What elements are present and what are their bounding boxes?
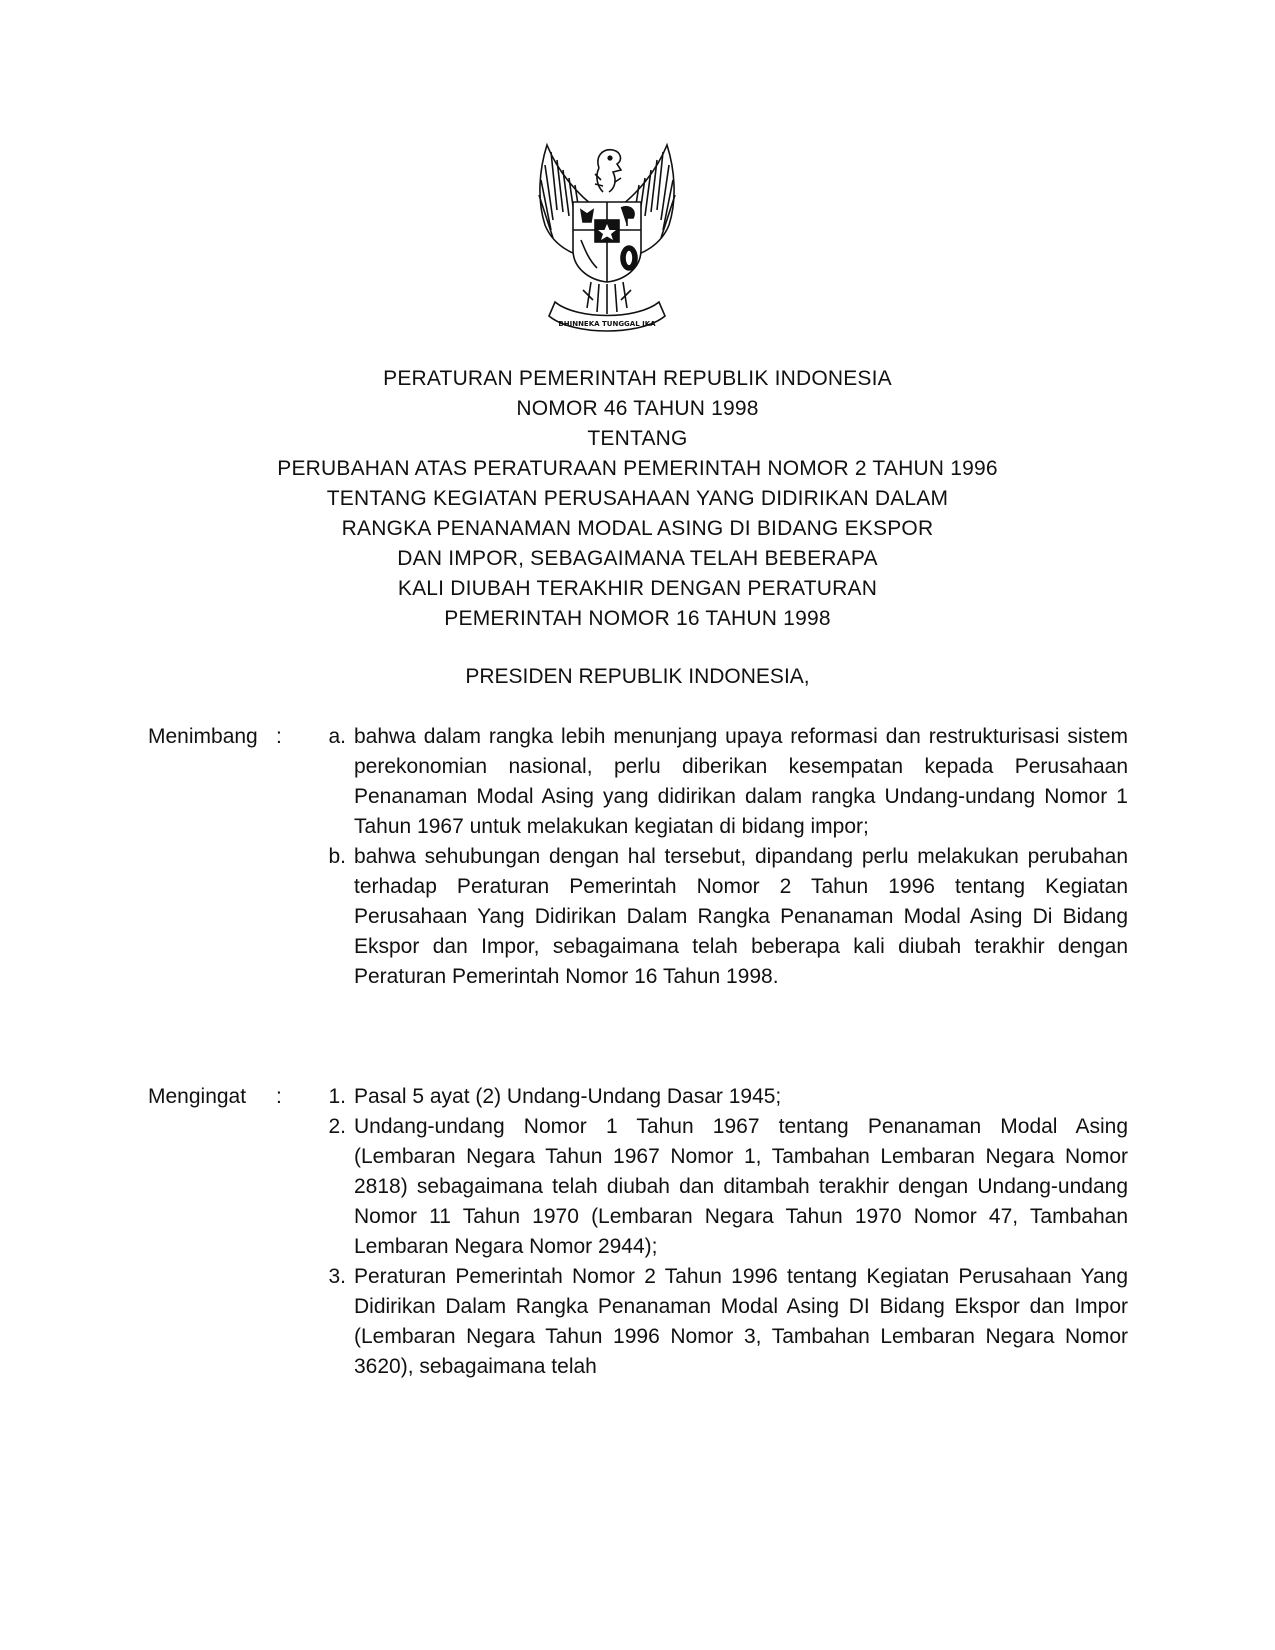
item-text: bahwa dalam rangka lebih menunjang upaya reformasi dan restrukturisasi sistem perekonomian nasional, perlu diberikan kesempatan kepada Perusahaan Penanaman Modal Asing yang didirikan dalam rangka Undang-undang Nomor 1 Tahun 1967 untuk melakukan kegiatan di bidang impor; bbox=[354, 725, 1128, 838]
recalling-section bbox=[148, 1082, 1128, 1382]
item-text: Peraturan Pemerintah Nomor 2 Tahun 1996 tentang Kegiatan Perusahaan Yang Didirikan Dalam Rangka Penanaman Modal Asing DI Bidang Ekspor dan Impor (Lembaran Negara Tahun 1996 Nomor 3, Tambahan Lembaran Negara Nomor 3620), sebagaimana telah bbox=[354, 1265, 1128, 1378]
title-line: PERUBAHAN ATAS PERATURAAN PEMERINTAH NOMOR 2 TAHUN 1996 bbox=[277, 457, 998, 480]
recalling-label: Mengingat bbox=[148, 1085, 247, 1108]
considering-section bbox=[148, 722, 1128, 992]
president-heading: PRESIDEN REPUBLIK INDONESIA, bbox=[465, 665, 810, 688]
title-line: KALI DIUBAH TERAKHIR DENGAN PERATURAN bbox=[397, 577, 878, 600]
item-marker: b. bbox=[328, 845, 346, 868]
considering-label: Menimbang bbox=[148, 725, 258, 748]
item-text: Pasal 5 ayat (2) Undang-Undang Dasar 1945; bbox=[354, 1085, 782, 1108]
motto-ribbon-text: BHINNEKA TUNGGAL IKA bbox=[558, 320, 656, 328]
item-marker: a. bbox=[328, 725, 346, 748]
list-item bbox=[328, 1082, 1128, 1112]
title-line: NOMOR 46 TAHUN 1998 bbox=[516, 397, 759, 420]
item-marker: 3. bbox=[328, 1265, 346, 1288]
item-text: bahwa sehubungan dengan hal tersebut, dipandang perlu melakukan perubahan terhadap Peraturan Pemerintah Nomor 2 Tahun 1996 tentang Kegiatan Perusahaan Yang Didirikan Dalam Rangka Penanaman Modal Asing Di Bidang Ekspor dan Impor, sebagaimana telah beberapa kali diubah terakhir dengan Peraturan Pemerintah Nomor 16 Tahun 1998. bbox=[354, 845, 1128, 988]
list-item bbox=[328, 842, 1128, 992]
title-line: PEMERINTAH NOMOR 16 TAHUN 1998 bbox=[444, 607, 831, 630]
list-item bbox=[328, 1262, 1128, 1382]
list-item bbox=[328, 722, 1128, 842]
item-text: Undang-undang Nomor 1 Tahun 1967 tentang Penanaman Modal Asing (Lembaran Negara Tahun 1967 Nomor 1, Tambahan Lembaran Negara Nomor 2818) sebagaimana telah diubah dan ditambah terakhir dengan Undang-undang Nomor 11 Tahun 1970 (Lembaran Negara Tahun 1970 Nomor 47, Tambahan Lembaran Negara Nomor 2944); bbox=[354, 1115, 1128, 1258]
regulation-title bbox=[0, 364, 1275, 634]
title-line: PERATURAN PEMERINTAH REPUBLIK INDONESIA bbox=[383, 367, 892, 390]
garuda-emblem bbox=[517, 140, 697, 340]
item-marker: 2. bbox=[328, 1115, 346, 1138]
garuda-pancasila-icon bbox=[517, 140, 697, 340]
list-item bbox=[328, 1112, 1128, 1262]
title-line: RANGKA PENANAMAN MODAL ASING DI BIDANG EKSPOR bbox=[341, 517, 934, 540]
item-marker: 1. bbox=[328, 1085, 346, 1108]
title-line: TENTANG bbox=[587, 427, 688, 450]
title-line: TENTANG KEGIATAN PERUSAHAAN YANG DIDIRIKAN DALAM bbox=[326, 487, 949, 510]
recalling-colon: : bbox=[276, 1085, 282, 1108]
title-line: DAN IMPOR, SEBAGAIMANA TELAH BEBERAPA bbox=[397, 547, 878, 570]
considering-colon: : bbox=[276, 725, 282, 748]
